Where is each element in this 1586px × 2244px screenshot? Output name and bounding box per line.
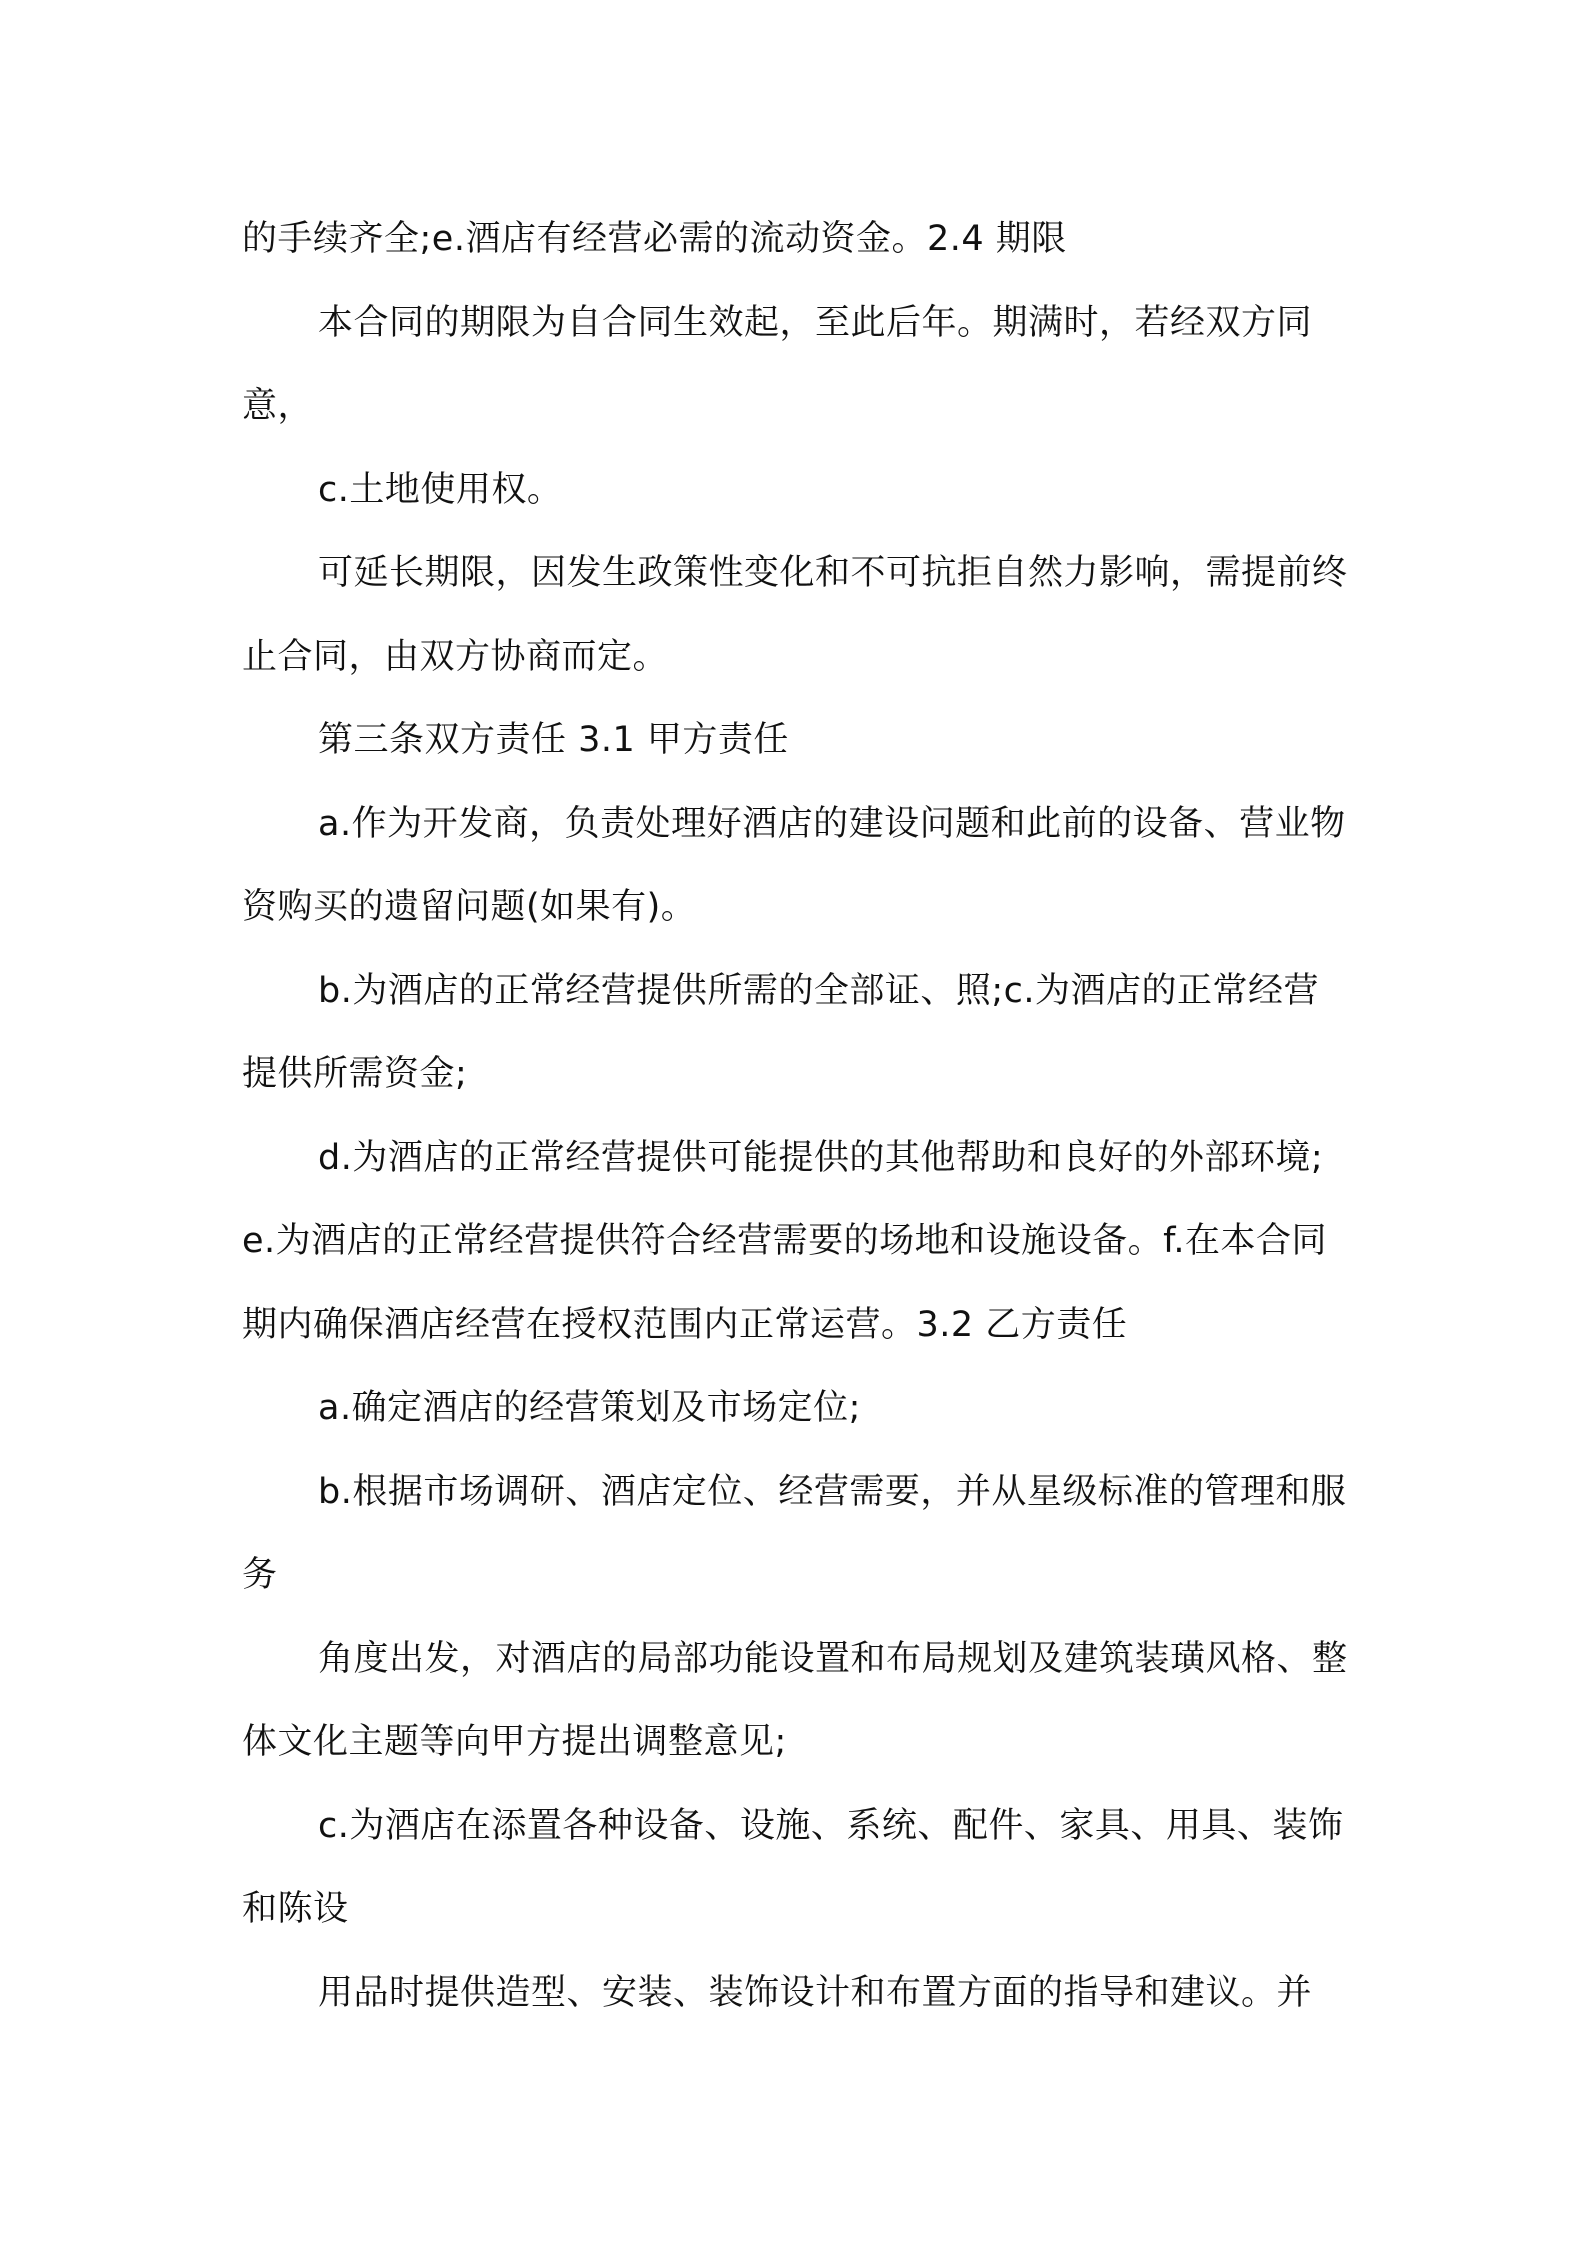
paragraph: b.根据市场调研、酒店定位、经营需要，并从星级标准的管理和服务 — [242, 1471, 1347, 1595]
paragraph: c.为酒店在添置各种设备、设施、系统、配件、家具、用具、装饰和陈设 — [242, 1805, 1344, 1929]
paragraph: a.确定酒店的经营策划及市场定位; — [318, 1388, 861, 1428]
paragraph: b.为酒店的正常经营提供所需的全部证、照;c.为酒店的正常经营提供所需资金; — [242, 970, 1320, 1094]
paragraph: d.为酒店的正常经营提供可能提供的其他帮助和良好的外部环境;e.为酒店的正常经营提供符合经营需要的场地和设施设备。f.在本合同期内确保酒店经营在授权范围内正常运营。3.2 乙方责任 — [242, 1137, 1328, 1345]
paragraph: c.土地使用权。 — [318, 469, 563, 510]
paragraph: a.作为开发商，负责处理好酒店的建设问题和此前的设备、营业物资购买的遗留问题(如果有)。 — [242, 803, 1346, 927]
paragraph: 角度出发，对酒店的局部功能设置和布局规划及建筑装璜风格、整体文化主题等向甲方提出调整意见; — [242, 1638, 1348, 1762]
paragraph: 用品时提供造型、安装、装饰设计和布置方面的指导和建议。并 — [318, 1972, 1313, 2013]
paragraph: 本合同的期限为自合同生效起，至此后年。期满时，若经双方同意， — [242, 302, 1313, 426]
paragraph: 的手续齐全;e.酒店有经营必需的流动资金。2.4 期限 — [242, 219, 1067, 259]
document-body — [242, 198, 1352, 2035]
paragraph: 可延长期限，因发生政策性变化和不可抗拒自然力影响，需提前终止合同，由双方协商而定。 — [242, 553, 1348, 677]
section-heading: 第三条双方责任 3.1 甲方责任 — [318, 720, 789, 760]
